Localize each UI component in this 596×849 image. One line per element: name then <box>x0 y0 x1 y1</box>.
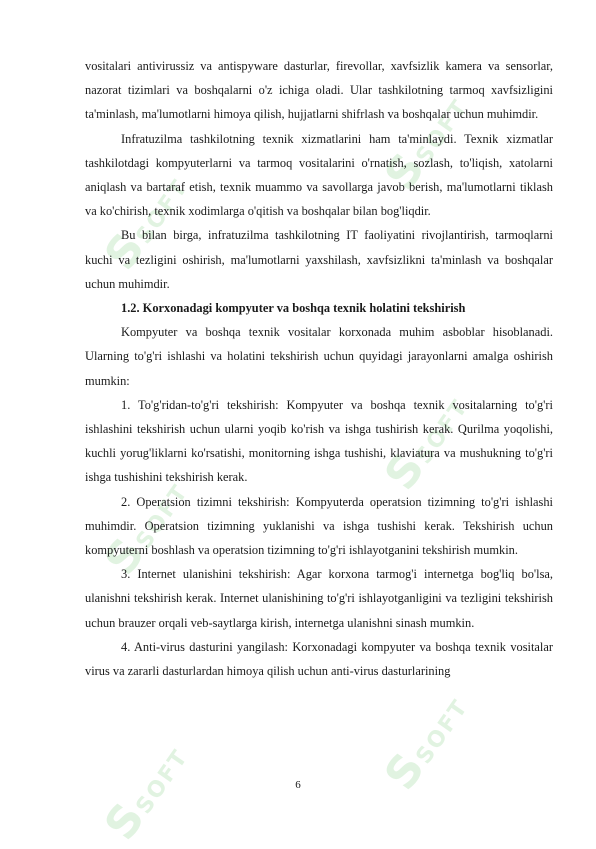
paragraph-continuation: vositalari antivirussiz va antispyware dasturlar, firevollar, xavfsizlik kamera va sensorlar, nazorat tizimlari va boshqalarni o'z ichiga oladi. Ular tashkilotning tarmoq xavfsizligini ta'minlash, ma'lumotlarni himoya qilish, hujjatlarni shifrlash va boshqalar uchun muhimdir. <box>85 59 553 122</box>
watermark-logo: SSOFT <box>375 694 474 800</box>
list-item: 2. Operatsion tizimni tekshirish: Kompyuterda operatsion tizimning to'g'ri ishlashi muhimdir. Operatsion tizimning yuklanishi va ishga tushishi kerak. Tekshirish uchun kompyuterni boshlash va operatsion tizimning to'g'ri ishlayotganini tekshirish mumkin. <box>85 494 553 558</box>
watermark-logo: SSOFT <box>375 94 474 200</box>
page-number: 6 <box>295 779 301 791</box>
document-body <box>85 54 553 683</box>
list-item: 1. To'g'ridan-to'g'ri tekshirish: Kompyuter va boshqa texnik vositalarning to'g'ri ishlashini tekshirish uchun ularni yoqib ko'rish va ishga tushirish kerak. Qurilma yoqolishi, kuchli yorug'liklarni ko'rsatishi, monitorning ishga tushishi, klaviatura va mushukning to'g'ri ishga tushishini tekshirish kerak. <box>85 397 553 485</box>
paragraph: Infratuzilma tashkilotning texnik xizmatlarini ham ta'minlaydi. Texnik xizmatlar tashkilotdagi kompyuterlarni va tarmoq vositalarini o'rnatish, sozlash, to'liqish, xatolarni aniqlash va bartaraf etish, texnik muammo va savollarga javob berish, ma'lumotlarni tiklash va ko'chirish, texnik xodimlarga o'qitish va boshqalar bilan bog'liqdir. <box>85 131 553 219</box>
watermark-logo: SSOFT <box>95 744 194 849</box>
watermark-logo: SSOFT <box>95 174 194 280</box>
section-heading: 1.2. Korxonadagi kompyuter va boshqa texnik holatini tekshirish <box>121 301 466 316</box>
list-item: 3. Internet ulanishini tekshirish: Agar korxona tarmog'i internetga bog'liq bo'lsa, ulanishni tekshirish kerak. Internet ulanishining to'g'ri ishlayotganligini va tezligini tekshirish uchun brauzer orqali veb-saytlarga kirish, internetga ulanishni sinash mumkin. <box>85 567 553 630</box>
watermark-logo: SSOFT <box>95 479 194 585</box>
watermark-logo: SSOFT <box>375 394 474 500</box>
list-item: 4. Anti-virus dasturini yangilash: Korxonadagi kompyuter va boshqa texnik vositalar virus va zararli dasturlardan himoya qilish uchun anti-virus dasturlarining <box>85 639 553 679</box>
paragraph: Bu bilan birga, infratuzilma tashkilotning IT faoliyatini rivojlantirish, tarmoqlarni kuchi va tezligini oshirish, ma'lumotlarni yaxshilash, xavfsizlikni ta'minlash va boshqalar uchun muhimdir. <box>85 228 553 291</box>
paragraph: Kompyuter va boshqa texnik vositalar korxonada muhim asboblar hisoblanadi. Ularning to'g'ri ishlashi va holatini tekshirish uchun quyidagi jarayonlarni amalga oshirish mumkin: <box>85 325 553 388</box>
